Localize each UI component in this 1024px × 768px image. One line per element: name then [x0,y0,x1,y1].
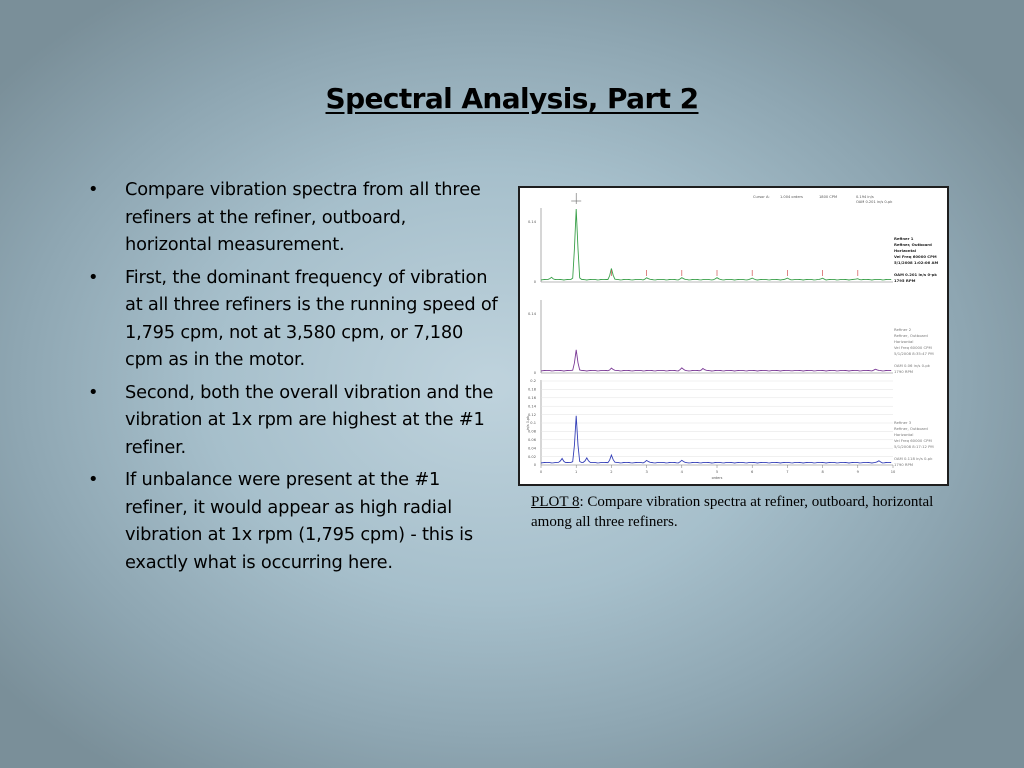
bullet-text: First, the dominant frequency of vibration at all three refiners is the running speed of 1,795 cpm, not at 3,580 cpm, or 7,180 cpm as in the motor. [125,266,498,370]
spectrum-trace [541,209,891,280]
bullet-list [88,176,498,581]
caption-label: PLOT 8 [531,494,580,510]
x-tick-label: 2 [610,470,613,474]
bullet-dot: • [88,179,99,200]
bullet-text: Compare vibration spectra from all three refiners at the refiner, outboard, horizontal measurement. [125,179,481,255]
y-tick-label: 0.14 [527,220,536,225]
y-tick-label: 0.12 [527,412,536,417]
x-tick-label: 0 [539,470,543,474]
bullet-item [88,264,498,374]
bullet-item [88,176,498,259]
plot-legend-line: OAM 0.201 in/s 0-pk [894,272,937,277]
x-tick-label: 6 [751,470,754,474]
y-tick-label: 0.1 [530,421,536,426]
y-tick-label: 0 [533,371,536,376]
cursor-readout: 1.004 orders [780,195,803,199]
bullet-text: If unbalance were present at the #1 refiner, it would appear as high radial vibration at 1x rpm (1,795 cpm) - this is exactly what is occurring here. [125,469,473,573]
plot-legend-line: 5/1/2008 1:02:06 AM [894,260,939,265]
spectrum-plot-svg [520,188,947,484]
plot-legend-line: Horizontal [894,248,917,253]
y-tick-label: 0.08 [527,429,536,434]
plot-legend-line: Vel Freq 60000 CPM [894,438,932,443]
y-tick-label: 0.04 [527,446,536,451]
plot-legend-line: Refiner 2 [894,327,912,332]
plot-legend-line: 1790 RPM [894,462,914,467]
cursor-readout: 0.194 in/s [856,195,874,199]
x-tick-label: 10 [890,470,896,474]
plot-legend-line: Refiner, Outboard [894,242,932,247]
y-tick-label: 0 [533,463,536,468]
x-tick-label: 4 [680,470,683,474]
caption-text: : Compare vibration spectra at refiner, outboard, horizontal among all three refiners. [531,494,934,530]
y-tick-label: 0 [533,280,536,285]
bullet-dot: • [88,381,99,403]
y-tick-label: 0.14 [527,312,536,317]
x-tick-label: 7 [786,470,789,474]
cursor-overall: OAM 0.201 in/s 0-pk [856,200,893,204]
plot-legend-line: 5/1/2008 8:35:47 PM [894,351,934,356]
plot-legend-line: Refiner, Outboard [894,333,928,338]
y-tick-label: 0.14 [527,404,536,409]
x-tick-label: 8 [821,470,824,474]
plot-legend-line: OAM 0.118 in/s 0-pk [894,456,933,461]
bullet-item [88,466,498,576]
bullet-text: Second, both the overall vibration and the vibration at 1x rpm are highest at the #1 refiner. [125,381,494,458]
plot-legend-line: 1790 RPM [894,369,914,374]
x-tick-label: 3 [645,470,648,474]
slide-title: Spectral Analysis, Part 2 [325,82,699,115]
spectrum-plot-image [518,186,949,486]
plot-caption [531,492,941,532]
plot-legend-line: Refiner, Outboard [894,426,928,431]
y-tick-label: 0.18 [527,387,536,392]
plot-legend-line: Refiner 1 [894,236,914,241]
plot-legend-line: Vel Freq 60000 CPM [894,345,932,350]
cursor-readout: 1800 CPM [819,195,838,199]
plot-legend-line: Horizontal [894,432,914,437]
bullet-dot: • [88,266,99,288]
y-tick-label: 0.02 [527,454,536,459]
y-tick-label: 0.06 [527,438,536,442]
plot-legend-line: 1795 RPM [894,278,916,283]
bullet-item [88,379,498,462]
plot-legend-line: 5/1/2008 8:17:12 PM [894,444,934,449]
x-tick-label: 9 [856,470,859,474]
y-axis-label: in/s 0-pk [526,415,530,431]
y-tick-label: 0.2 [530,379,536,384]
x-tick-label: 1 [575,470,578,474]
plot-legend-line: Vel Freq 60000 CPM [894,254,937,259]
cursor-readout: Cursor A: [753,195,770,199]
x-axis-label: orders [711,476,723,480]
x-tick-label: 5 [715,470,719,474]
bullet-dot: • [88,469,99,490]
y-tick-label: 0.16 [527,396,536,400]
plot-legend-line: Horizontal [894,339,914,344]
plot-legend-line: OAM 0.06 in/s 0-pk [894,363,930,368]
plot-legend-line: Refiner 3 [894,420,912,425]
spectrum-trace [541,350,891,371]
